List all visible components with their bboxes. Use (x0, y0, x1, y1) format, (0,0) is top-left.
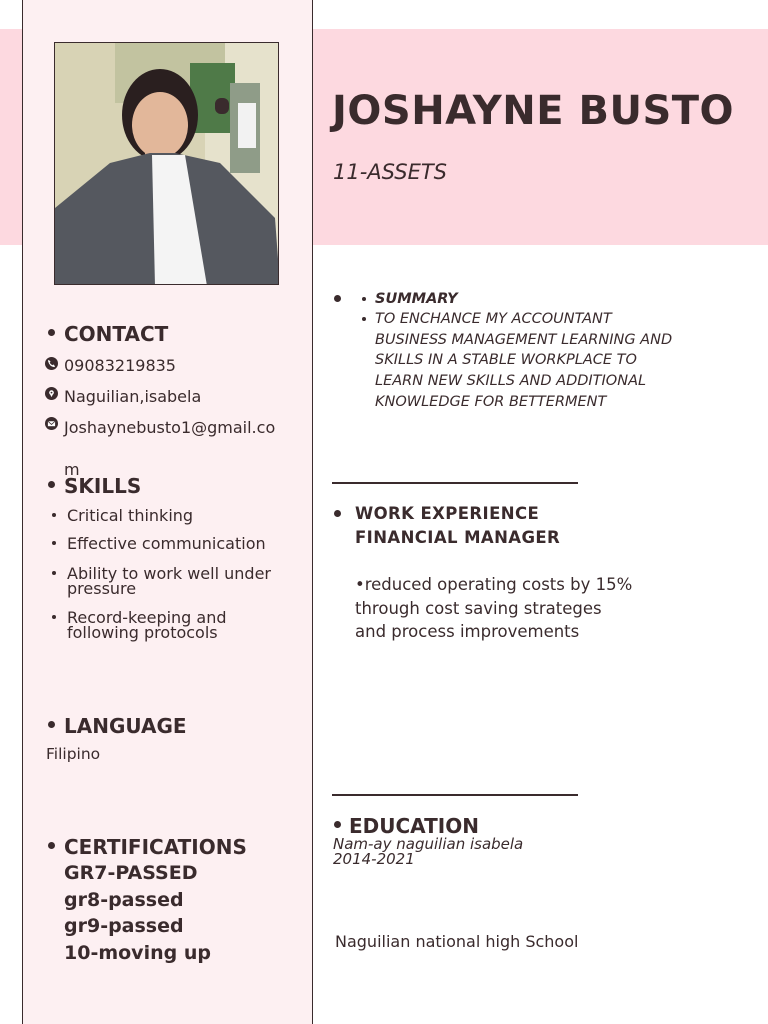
contact-phone: 09083219835 (64, 356, 176, 375)
contact-bullet (48, 329, 55, 336)
certification-item: 10-moving up (64, 941, 211, 964)
work-role: FINANCIAL MANAGER (355, 528, 561, 547)
work-description (355, 573, 632, 644)
phone-icon (45, 357, 58, 370)
divider (332, 794, 578, 796)
candidate-section: 11-ASSETS (333, 160, 448, 184)
skill-item: Ability to work well under (67, 564, 271, 583)
skill-item-continued: following protocols (67, 623, 218, 642)
summary-line: BUSINESS MANAGEMENT LEARNING AND (375, 331, 673, 348)
summary-bullet (362, 317, 366, 321)
skills-bullet (48, 481, 55, 488)
certification-item: gr8-passed (64, 888, 184, 911)
skill-item: Record-keeping and (67, 608, 227, 627)
candidate-name: JOSHAYNE BUSTO (332, 88, 735, 134)
certifications-list (64, 860, 211, 966)
skill-item: Effective communication (67, 534, 266, 553)
certifications-bullet (48, 842, 55, 849)
email-icon (45, 417, 58, 430)
summary-line: SKILLS IN A STABLE WORKPLACE TO (375, 352, 637, 369)
skill-item-continued: pressure (67, 579, 137, 598)
summary-bullet (362, 297, 366, 301)
skills-heading: SKILLS (64, 474, 142, 498)
certification-item: gr9-passed (64, 915, 184, 937)
skill-bullet (52, 615, 56, 619)
language-bullet (48, 721, 55, 728)
education-heading: EDUCATION (349, 814, 479, 838)
divider (332, 482, 578, 484)
summary-text (375, 309, 672, 413)
summary-heading: SUMMARY (375, 291, 458, 307)
work-line: and process improvements (355, 622, 580, 641)
language-heading: LANGUAGE (64, 714, 187, 738)
summary-line: KNOWLEDGE FOR BETTERMENT (375, 393, 607, 410)
contact-heading: CONTACT (64, 322, 169, 346)
summary-line: TO ENCHANCE MY ACCOUNTANT (375, 311, 612, 327)
skill-item: Critical thinking (67, 506, 194, 525)
work-line: through cost saving strateges (355, 598, 602, 618)
certifications-heading: CERTIFICATIONS (64, 835, 247, 859)
language-value: Filipino (46, 745, 101, 763)
skill-bullet (52, 571, 56, 575)
work-heading: WORK EXPERIENCE (355, 504, 540, 523)
work-line: •reduced operating costs by 15% (355, 575, 633, 594)
education-years: 2014-2021 (333, 850, 415, 868)
contact-email-wrap: m (64, 460, 80, 479)
summary-outer-bullet (334, 295, 341, 302)
education-bullet (334, 821, 341, 828)
contact-address: Naguilian,isabela (64, 387, 202, 406)
certification-item: GR7-PASSED (64, 862, 198, 884)
education-school-primary: Nam-ay naguilian isabela (333, 835, 524, 853)
skill-bullet (52, 541, 56, 545)
education-school-secondary: Naguilian national high School (335, 932, 579, 951)
work-bullet (334, 510, 341, 517)
contact-email: Joshaynebusto1@gmail.co (64, 418, 276, 437)
profile-photo (54, 42, 279, 285)
work-heading-block (355, 502, 560, 550)
skill-bullet (52, 513, 56, 517)
profile-photo-image (55, 43, 279, 285)
summary-line: LEARN NEW SKILLS AND ADDITIONAL (375, 373, 647, 390)
location-icon (45, 387, 58, 400)
